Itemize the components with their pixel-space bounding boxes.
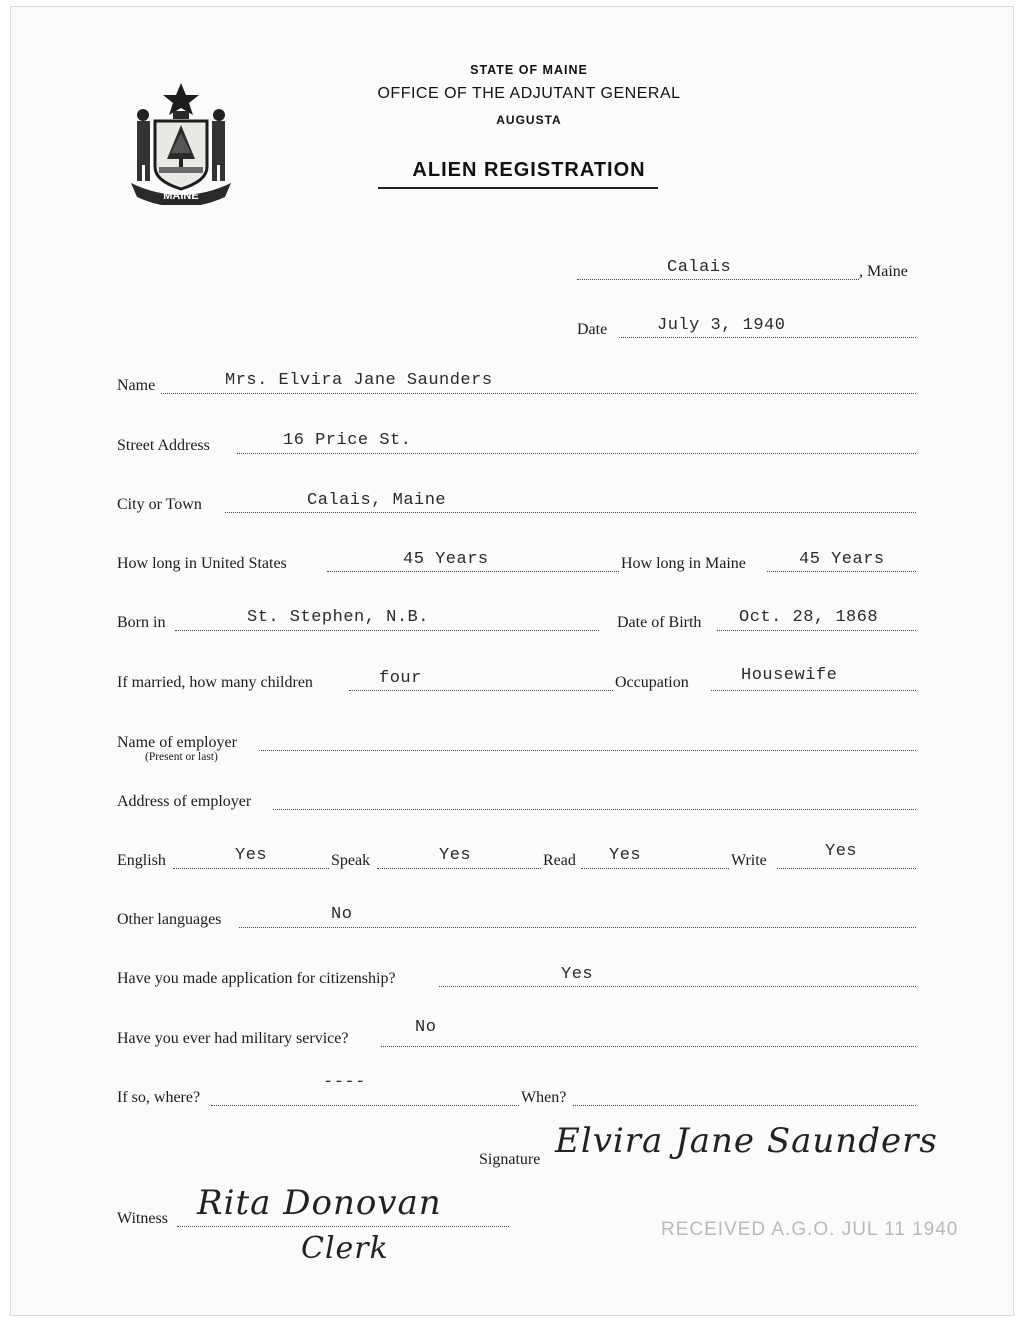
- write-label: Write: [731, 852, 767, 869]
- witness-label: Witness: [117, 1210, 168, 1227]
- place-suffix: , Maine: [859, 263, 908, 280]
- name-value: Mrs. Elvira Jane Saunders: [225, 371, 493, 390]
- place-value: Calais: [667, 258, 732, 277]
- write-line: [777, 868, 916, 869]
- occupation-line: [711, 690, 916, 691]
- street-address-label: Street Address: [117, 437, 210, 454]
- employer-name-line: [259, 750, 916, 751]
- how-long-maine-line: [767, 571, 916, 572]
- date-value: July 3, 1940: [657, 316, 786, 335]
- speak-label: Speak: [331, 852, 371, 869]
- signature-label: Signature: [479, 1151, 541, 1168]
- received-stamp: RECEIVED A.G.O. JUL 11 1940: [661, 1219, 959, 1240]
- where-line: [211, 1105, 519, 1106]
- employer-name-label: Name of employer: [117, 734, 237, 751]
- children-label: If married, how many children: [117, 674, 313, 691]
- children-line: [349, 690, 613, 691]
- read-value: Yes: [609, 846, 642, 865]
- signature-handwriting: Elvira Jane Saunders: [555, 1121, 938, 1161]
- title-underline: [378, 187, 658, 189]
- children-value: four: [379, 669, 422, 688]
- witness-signature: Rita Donovan: [197, 1183, 442, 1223]
- occupation-value: Housewife: [741, 666, 838, 685]
- when-label: When?: [521, 1089, 567, 1106]
- how-long-us-line: [327, 571, 619, 572]
- military-label: Have you ever had military service?: [117, 1030, 349, 1047]
- employer-address-line: [273, 809, 916, 810]
- born-in-value: St. Stephen, N.B.: [247, 608, 429, 627]
- date-of-birth-value: Oct. 28, 1868: [739, 608, 879, 627]
- how-long-us-value: 45 Years: [403, 550, 489, 569]
- city-or-town-line: [225, 512, 916, 513]
- street-address-value: 16 Price St.: [283, 431, 412, 450]
- military-value: No: [415, 1018, 437, 1037]
- witness-title: Clerk: [301, 1231, 389, 1266]
- witness-line: [177, 1226, 509, 1227]
- other-languages-value: No: [331, 905, 353, 924]
- citizenship-line: [439, 986, 916, 987]
- employer-name-note: (Present or last): [145, 751, 218, 763]
- military-line: [381, 1046, 916, 1047]
- write-value: Yes: [825, 842, 858, 861]
- speak-line: [377, 868, 541, 869]
- where-value: ----: [323, 1073, 366, 1092]
- seal-banner-text: MAINE: [163, 190, 199, 202]
- read-line: [581, 868, 729, 869]
- when-line: [573, 1105, 916, 1106]
- city-heading: AUGUSTA: [496, 113, 562, 127]
- other-languages-line: [239, 927, 916, 928]
- city-or-town-label: City or Town: [117, 496, 202, 513]
- citizenship-value: Yes: [561, 965, 594, 984]
- registration-form: [10, 6, 1014, 1316]
- employer-address-label: Address of employer: [117, 793, 252, 810]
- city-or-town-value: Calais, Maine: [307, 491, 447, 510]
- speak-value: Yes: [439, 846, 472, 865]
- form-title: ALIEN REGISTRATION: [412, 159, 646, 181]
- english-value: Yes: [235, 846, 268, 865]
- read-label: Read: [543, 852, 576, 869]
- english-line: [173, 868, 329, 869]
- street-address-line: [237, 453, 916, 454]
- where-label: If so, where?: [117, 1089, 201, 1106]
- date-line: [619, 337, 916, 338]
- how-long-maine-value: 45 Years: [799, 550, 885, 569]
- maine-state-seal-icon: [125, 81, 237, 205]
- date-of-birth-label: Date of Birth: [617, 614, 702, 631]
- born-in-label: Born in: [117, 614, 166, 631]
- office-heading: OFFICE OF THE ADJUTANT GENERAL: [377, 85, 681, 102]
- how-long-maine-label: How long in Maine: [621, 555, 746, 572]
- name-line: [161, 393, 916, 394]
- place-line: [577, 279, 859, 280]
- other-languages-label: Other languages: [117, 911, 222, 928]
- name-label: Name: [117, 377, 156, 394]
- date-label: Date: [577, 321, 608, 338]
- state-heading: STATE OF MAINE: [470, 63, 588, 77]
- date-of-birth-line: [717, 630, 916, 631]
- english-label: English: [117, 852, 166, 869]
- born-in-line: [175, 630, 599, 631]
- how-long-us-label: How long in United States: [117, 555, 287, 572]
- citizenship-label: Have you made application for citizenship?: [117, 970, 396, 987]
- occupation-label: Occupation: [615, 674, 689, 691]
